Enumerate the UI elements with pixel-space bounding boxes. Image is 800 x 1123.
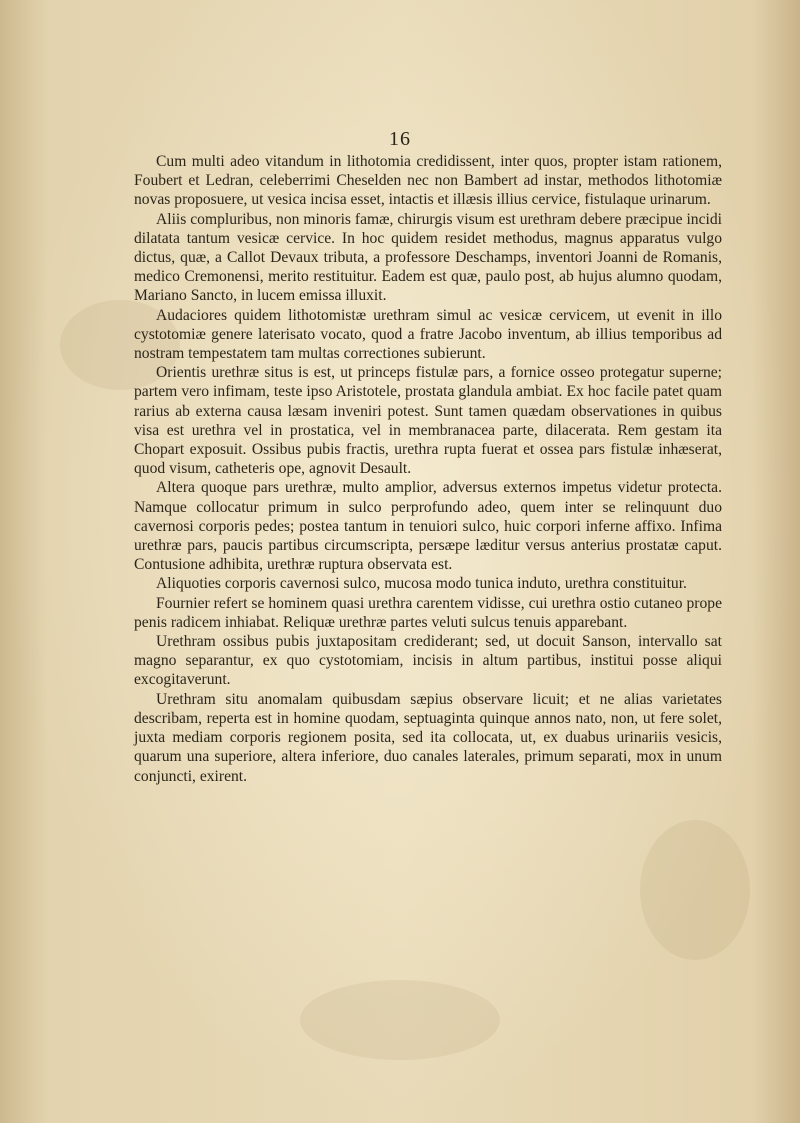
paragraph: Orientis urethræ situs is est, ut princeps fistulæ pars, a fornice osseo protegatur superne; partem vero infimam, teste ipso Aristotele, prostata glandula ambiat. Ex hoc facile patet quam rarius ab externa causa læsam inveniri potest. Sunt tamen quædam observationes in quibus visa est urethra vel in prostatica, vel in membranacea parte, dilacerata. Rem gestam ita Chopart exposuit. Ossibus pubis fractis, urethra rupta fuerat et ossea pars fistulæ inhæserat, quod visum, catheteris ope, agnovit Desault. [134,364,722,478]
paper-stain [640,820,750,960]
paragraph: Urethram ossibus pubis juxtapositam crediderant; sed, ut docuit Sanson, intervallo sat magno separantur, ex quo cystotomiam, incisis in altum partibus, institui posse aliqui excogitaverunt. [134,633,722,689]
paragraph: Urethram situ anomalam quibusdam sæpius observare licuit; et ne alias varietates describam, reperta est in homine quodam, septuaginta quinque annos nato, non, ut fere solet, juxta mediam corporis regionem posita, sed ita collocata, ut, ex duabus urinariis vesicis, quarum una superiore, altera inferiore, duo canales laterales, primum separati, mox in unum conjuncti, exirent. [134,690,722,785]
page-number: 16 [389,128,411,150]
paragraph: Cum multi adeo vitandum in lithotomia credidissent, inter quos, propter istam rationem, Foubert et Ledran, celeberrimi Cheselden nec non Bambert ad instar, methodos lithotomiæ novas proposuere, ut vesica incisa esset, intactis et illæsis illius cervice, fistulaque urinarum. [134,153,722,209]
paper-stain [300,980,500,1060]
paragraph: Audaciores quidem lithotomistæ urethram simul ac vesicæ cervicem, ut evenit in illo cystotomiæ genere laterisato vocato, quod a fratre Jacobo inventum, ab illius temporibus ad nostram tempestatem tam multas correctiones subierunt. [134,306,722,363]
body-text [134,152,722,786]
paragraph: Aliquoties corporis cavernosi sulco, mucosa modo tunica induto, urethra constituitur. [156,575,687,593]
paragraph: Fournier refert se hominem quasi urethra carentem vidisse, cui urethra ostio cutaneo prope penis radicem inhiabat. Reliquæ urethræ partes veluti sulcus tenuis apparebant. [134,594,722,631]
paragraph: Aliis compluribus, non minoris famæ, chirurgis visum est urethram debere præcipue incidi dilatata tantum vesicæ cervice. In hoc quidem residet methodus, magnus apparatus vulgo dictus, quæ, a Callot Devaux tributa, a professore Deschamps, inventori Joanni de Romanis, medico Cremonensi, merito restituitur. Eadem est quæ, paulo post, ab hujus alumno quodam, Mariano Sancto, in lucem emissa illuxit. [134,210,722,305]
paragraph: Altera quoque pars urethræ, multo amplior, adversus externos impetus videtur protecta. Namque collocatur primum in sulco perprofundo adeo, quem inter se relinquunt duo cavernosi corporis pedes; postea tantum in tenuiori sulco, huic corpori inferne affixo. Infima urethræ pars, paucis partibus circumscripta, persæpe læditur versus anterius prostatæ caput. Contusione adhibita, urethræ ruptura observata est. [134,479,722,574]
